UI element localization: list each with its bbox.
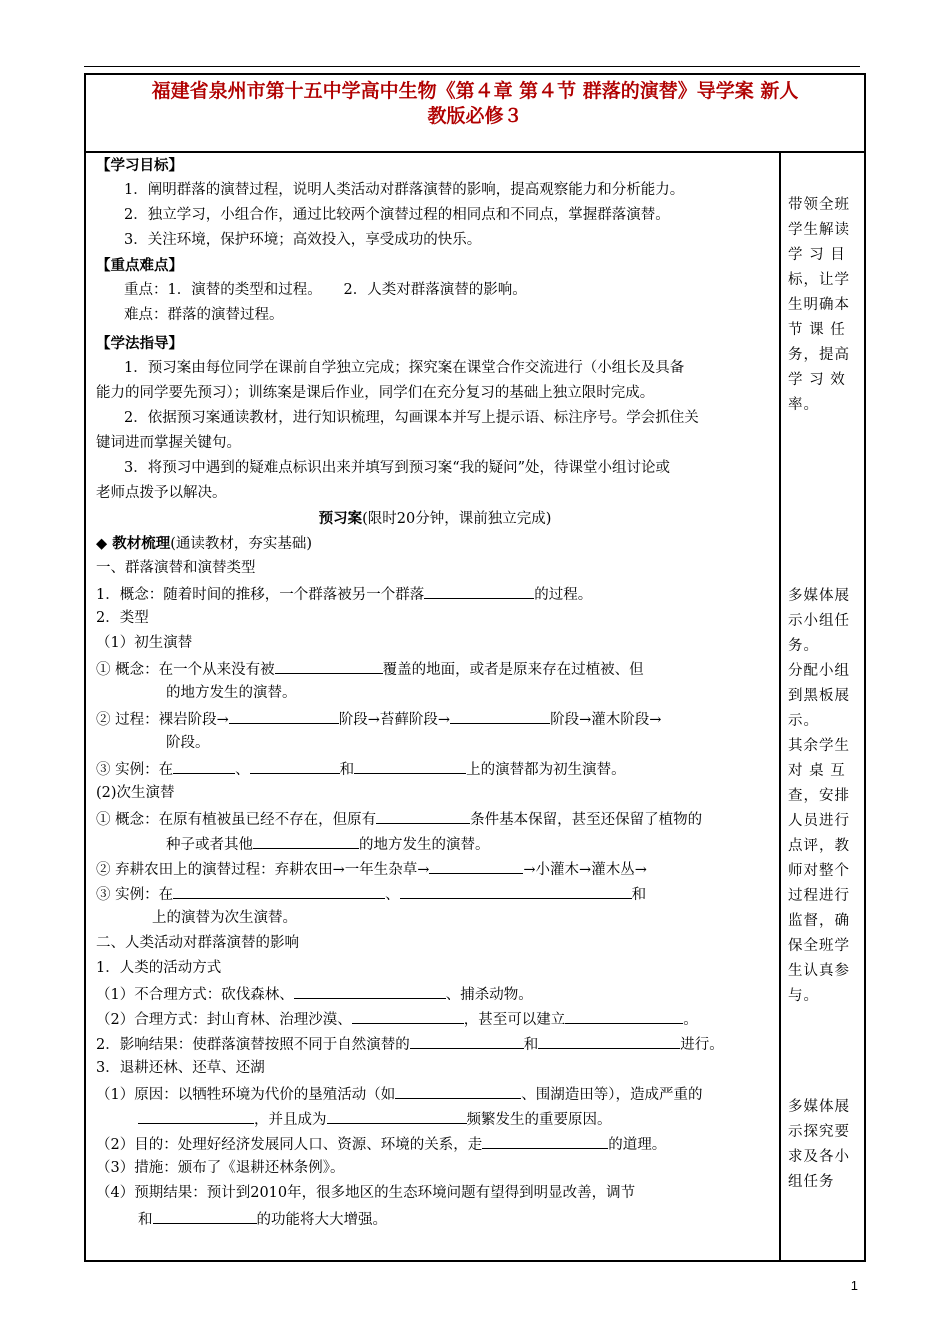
- side-note-tasks: [788, 584, 860, 1009]
- side-note-goals: [788, 193, 860, 418]
- note-line: 生认真参: [788, 963, 850, 979]
- fill-line: [96, 581, 774, 606]
- note-line: 率。: [788, 397, 819, 413]
- goal-item: 1．阐明群落的演替过程，说明人类活动对群落演替的影响，提高观察能力和分析能力。: [124, 182, 685, 198]
- blank[interactable]: [538, 1031, 680, 1049]
- blank[interactable]: [173, 756, 235, 774]
- note-line: 其余学生: [788, 738, 850, 754]
- text: 的道理。: [608, 1137, 667, 1153]
- column-divider: [779, 151, 781, 1260]
- method-line: 2．依据预习案通读教材，进行知识梳理，勾画课本并写上提示语、标注序号。学会抓住关: [124, 410, 699, 426]
- document-title: [90, 75, 860, 129]
- text: （2）合理方式：封山育林、治理沙漠、: [96, 1012, 352, 1028]
- section-heading: 二、人类活动对群落演替的影响: [96, 935, 299, 951]
- text: 、围湖造田等），造成严重的: [521, 1087, 703, 1103]
- section-heading: 一、群落演替和演替类型: [96, 560, 256, 576]
- fill-line: [96, 1206, 774, 1231]
- title-cell: [86, 75, 864, 153]
- text: 2．影响结果：使群落演替按照不同于自然演替的: [96, 1037, 410, 1053]
- text: 的地方发生的演替。: [359, 837, 490, 853]
- method-line: 能力的同学要先预习）；训练案是课后作业，同学们在充分复习的基础上独立限时完成。: [96, 385, 655, 401]
- note-line: 点评，教: [788, 838, 850, 854]
- page-number: 1: [850, 1278, 858, 1293]
- blank[interactable]: [294, 981, 446, 999]
- note-line: 节 课 任: [788, 322, 846, 338]
- text: 阶段→灌木阶段→: [550, 712, 662, 728]
- blank[interactable]: [565, 1006, 683, 1024]
- text: 、捕杀动物。: [445, 987, 533, 1003]
- text: 和: [339, 762, 355, 778]
- blank[interactable]: [229, 706, 339, 724]
- subheading: 3．退耕还林、还草、还湖: [96, 1060, 265, 1076]
- header-rule: [84, 66, 860, 67]
- note-line: 过程进行: [788, 888, 850, 904]
- note-line: 查，安排: [788, 788, 850, 804]
- preview-heading-note: (限时20分钟，课前独立完成): [362, 511, 552, 527]
- fill-line: [96, 806, 774, 831]
- text: 种子或者其他: [166, 837, 253, 853]
- method-line: 1．预习案由每位同学在课前自学独立完成；探究案在课堂合作交流进行（小组长及具备: [124, 360, 685, 376]
- fill-line: [96, 1031, 774, 1056]
- method-heading: 【学法指导】: [96, 335, 183, 352]
- text: 频繁发生的重要原因。: [466, 1112, 612, 1128]
- preview-heading: [96, 506, 774, 531]
- note-line: 生明确本: [788, 297, 850, 313]
- note-line: 保全班学: [788, 938, 850, 954]
- note-line: 监督，确: [788, 913, 850, 929]
- method-line: 键词进而掌握关键句。: [96, 435, 241, 451]
- title-line-2: 教版必修３: [427, 105, 523, 127]
- text: ，并且成为: [254, 1112, 327, 1128]
- text: 。: [683, 1012, 698, 1028]
- text: 进行。: [680, 1037, 724, 1053]
- fill-line: [96, 881, 774, 906]
- blank[interactable]: [354, 756, 466, 774]
- blank[interactable]: [482, 1131, 608, 1149]
- note-line: 标，让学: [788, 272, 850, 288]
- note-line: 示探究要: [788, 1124, 850, 1140]
- text: 的功能将大大增强。: [256, 1212, 387, 1228]
- fill-line: [96, 831, 774, 856]
- goal-item: 3．关注环境，保护环境；高效投入，享受成功的快乐。: [124, 232, 482, 248]
- main-content: [96, 153, 774, 1231]
- text: 覆盖的地面，或者是原来存在过植被、但: [382, 662, 644, 678]
- note-line: 学生解读: [788, 222, 850, 238]
- subheading: （1）初生演替: [96, 635, 193, 651]
- goals-heading: 【学习目标】: [96, 157, 183, 174]
- blank[interactable]: [173, 881, 385, 899]
- blank[interactable]: [450, 706, 550, 724]
- text-line: 上的演替为次生演替。: [152, 910, 297, 926]
- text: ① 概念：在一个从来没有被: [96, 662, 275, 678]
- fill-line: [96, 856, 774, 881]
- fill-line: [96, 1006, 774, 1031]
- text: 条件基本保留，甚至还保留了植物的: [470, 812, 703, 828]
- blank[interactable]: [395, 1081, 521, 1099]
- sort-heading: [96, 531, 774, 556]
- note-line: 务，提高: [788, 347, 850, 363]
- note-line: 对 桌 互: [788, 763, 846, 779]
- method-line: 老师点拨予以解决。: [96, 485, 227, 501]
- blank[interactable]: [275, 656, 383, 674]
- text: →小灌木→灌木丛→: [523, 862, 647, 878]
- text: 阶段→苔藓阶段→: [338, 712, 451, 728]
- fill-line: [96, 706, 774, 731]
- text: 、: [385, 887, 400, 903]
- note-line: 多媒体展: [788, 588, 850, 604]
- side-note-explore: [788, 1095, 860, 1195]
- text: ，甚至可以建立: [463, 1012, 566, 1028]
- blank[interactable]: [138, 1106, 254, 1124]
- note-line: 与。: [788, 988, 819, 1004]
- teacher-notes-column: [788, 153, 860, 1195]
- preview-heading-text: 预习案: [318, 510, 363, 527]
- note-line: 多媒体展: [788, 1099, 850, 1115]
- text: （1）原因：以牺牲环境为代价的垦殖活动（如: [96, 1087, 396, 1103]
- blank[interactable]: [253, 831, 359, 849]
- blank[interactable]: [352, 1006, 464, 1024]
- goal-item: 2．独立学习，小组合作，通过比较两个演替过程的相同点和不同点，掌握群落演替。: [124, 207, 670, 223]
- note-line: 示。: [788, 713, 819, 729]
- text: （2）目的：处理好经济发展同人口、资源、环境的关系，走: [96, 1137, 483, 1153]
- note-line: 学 习 效: [788, 372, 846, 388]
- blank[interactable]: [250, 756, 340, 774]
- note-line: 学 习 目: [788, 247, 846, 263]
- title-line-1: 福建省泉州市第十五中学高中生物《第４章 第４节 群落的演替》导学案 新人: [151, 80, 799, 102]
- note-line: 人员进行: [788, 813, 850, 829]
- text: 和: [523, 1037, 539, 1053]
- fill-line: [96, 656, 774, 681]
- note-line: 务。: [788, 638, 819, 654]
- text: ② 弃耕农田上的演替过程：弃耕农田→一年生杂草→: [96, 862, 430, 878]
- text-line: （3）措施：颁布了《退耕还林条例》。: [96, 1160, 345, 1176]
- text: 上的演替都为初生演替。: [466, 762, 626, 778]
- fill-line: [96, 1131, 774, 1156]
- blank[interactable]: [410, 1031, 524, 1049]
- text: 、: [235, 762, 250, 778]
- text-line: 阶段。: [166, 735, 210, 751]
- sort-title: ◆ 教材梳理: [96, 535, 171, 552]
- note-line: 分配小组: [788, 663, 850, 679]
- text: 和: [138, 1212, 153, 1228]
- method-line: 3．将预习中遇到的疑难点标识出来并填写到预习案“我的疑问”处，待课堂小组讨论或: [124, 460, 671, 476]
- text: ② 过程：裸岩阶段→: [96, 712, 229, 728]
- text: ① 概念：在原有植被虽已经不存在，但原有: [96, 812, 377, 828]
- text: ③ 实例：在: [96, 762, 174, 778]
- blank[interactable]: [376, 806, 470, 824]
- blank[interactable]: [400, 881, 632, 899]
- text-line: 的地方发生的演替。: [166, 685, 297, 701]
- keypoints-heading: 【重点难点】: [96, 257, 183, 274]
- fill-line: [96, 1081, 774, 1106]
- text-line: （4）预期结果：预计到2010年，很多地区的生态环境问题有望得到明显改善，调节: [96, 1185, 636, 1201]
- note-line: 到黑板展: [788, 688, 850, 704]
- note-line: 师对整个: [788, 863, 850, 879]
- blank[interactable]: [153, 1206, 257, 1224]
- note-line: 带领全班: [788, 197, 850, 213]
- note-line: 组任务: [788, 1174, 835, 1190]
- blank[interactable]: [327, 1106, 467, 1124]
- worksheet-table: [84, 73, 866, 1262]
- note-line: 示小组任: [788, 613, 850, 629]
- text: （1）不合理方式：砍伐森林、: [96, 987, 294, 1003]
- blank[interactable]: [429, 856, 523, 874]
- subheading: 1．人类的活动方式: [96, 960, 222, 976]
- subheading: (2)次生演替: [96, 785, 175, 801]
- text: ③ 实例：在: [96, 887, 174, 903]
- note-line: 求及各小: [788, 1149, 850, 1165]
- blank[interactable]: [424, 581, 534, 599]
- fill-line: [96, 756, 774, 781]
- text: 1．概念：随着时间的推移，一个群落被另一个群落: [96, 587, 425, 603]
- subheading: 2．类型: [96, 610, 149, 626]
- key-focus: 重点：1．演替的类型和过程。 2．人类对群落演替的影响。: [124, 282, 527, 298]
- fill-line: [96, 981, 774, 1006]
- key-difficulty: 难点：群落的演替过程。: [124, 307, 284, 323]
- sort-note: (通读教材，夯实基础): [170, 536, 313, 552]
- text: 的过程。: [534, 587, 593, 603]
- fill-line: [96, 1106, 774, 1131]
- text: 和: [631, 887, 647, 903]
